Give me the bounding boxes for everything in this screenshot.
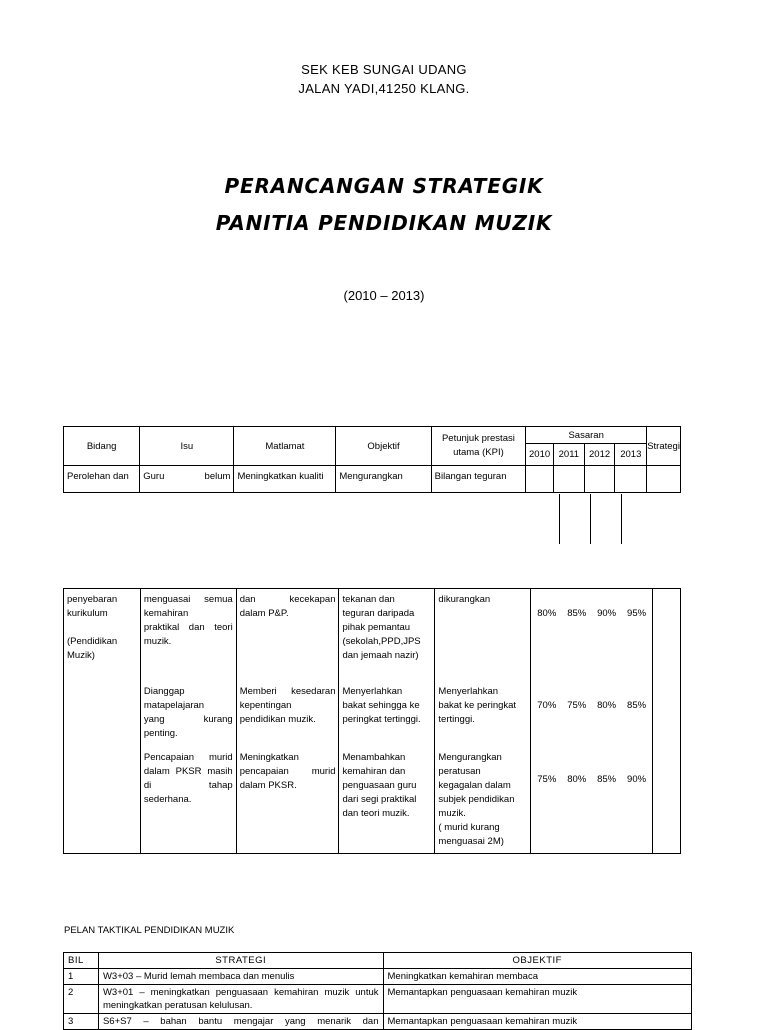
row-strategi: W3+03 – Murid lemah membaca dan menulis <box>98 969 383 985</box>
target-value: 95% <box>627 608 647 619</box>
target-value: 85% <box>627 700 647 711</box>
objektif-line: penguasaan guru <box>342 780 417 791</box>
row-strategi: W3+01 – meningkatkan penguasaan kemahiran muzik untuk meningkatkan peratusan kelulusan. <box>98 985 383 1014</box>
target-value: 70% <box>537 700 557 711</box>
kpi-line: Menyerlahkan <box>438 686 499 697</box>
col-year: 2011 <box>554 444 585 466</box>
row-bil: 2 <box>64 985 99 1014</box>
kpi-line: subjek pendidikan <box>438 794 515 805</box>
isu-line: menguasai semua <box>143 594 233 605</box>
row-bil: 3 <box>64 1014 99 1030</box>
kpi-line: peratusan <box>438 766 481 777</box>
isu-cell <box>140 589 236 854</box>
objektif-line: dan teori muzik. <box>342 808 410 819</box>
target-value: 85% <box>597 774 617 785</box>
row-top-bidang: Perolehan dan <box>64 466 140 493</box>
kpi-line: Mengurangkan <box>438 752 502 763</box>
kpi-line: muzik. <box>438 808 466 819</box>
row-top-matlamat: Meningkatkan kualiti <box>234 466 336 493</box>
objektif-line: dan jemaah nazir) <box>342 650 419 661</box>
isu-line: praktikal dan teori <box>143 622 233 633</box>
row-strategi: S6+S7 – bahan bantu mengajar yang menarik dan <box>98 1014 383 1030</box>
row-top-isu <box>140 466 234 493</box>
objektif-line: pihak pemantau <box>342 622 411 633</box>
bidang-line: Muzik) <box>67 650 95 661</box>
objektif-line: Menyerlahkan <box>342 686 403 697</box>
col-kpi <box>431 427 526 466</box>
target-value: 85% <box>567 608 587 619</box>
row-top-kpi: Bilangan teguran <box>431 466 526 493</box>
objektif-line: teguran daripada <box>342 608 415 619</box>
bidang-line: penyebaran <box>67 594 118 605</box>
col-tactical-objektif: OBJEKTIF <box>383 953 692 969</box>
column-rule <box>590 494 591 544</box>
table-row <box>64 985 692 1014</box>
strategi-cell <box>653 589 681 854</box>
isu-line: sederhana. <box>143 794 192 805</box>
matlamat-line: Meningkatkan <box>239 752 299 763</box>
target-value: 75% <box>567 700 587 711</box>
document-years: (2010 – 2013) <box>343 288 425 303</box>
isu-line: dalam PKSR masih <box>143 766 233 777</box>
school-address: JALAN YADI,41250 KLANG. <box>298 81 470 96</box>
matlamat-cell <box>236 589 339 854</box>
isu-line: matapelajaran <box>143 700 205 711</box>
bidang-cell <box>64 589 141 854</box>
col-year: 2013 <box>615 444 647 466</box>
table-row <box>64 969 692 985</box>
col-sasaran: Sasaran <box>526 427 647 444</box>
table-row <box>64 1014 692 1030</box>
bidang-line: (Pendidikan <box>67 636 118 647</box>
col-bidang: Bidang <box>64 427 140 466</box>
kpi-line: ( murid kurang <box>438 822 500 833</box>
matlamat-line: pendidikan muzik. <box>239 714 316 725</box>
target-value: 80% <box>567 774 587 785</box>
isu-line: yang kurang <box>143 714 233 725</box>
col-year: 2012 <box>584 444 615 466</box>
col-strategi: Strategi <box>647 427 681 466</box>
col-tactical-strategi: STRATEGI <box>98 953 383 969</box>
row-top-target <box>554 466 585 493</box>
row-objektif: Meningkatkan kemahiran membaca <box>383 969 692 985</box>
isu-line: penting. <box>143 728 178 739</box>
row-top-target <box>584 466 615 493</box>
bidang-line: kurikulum <box>67 608 108 619</box>
document-title-line1: PERANCANGAN STRATEGIK <box>224 174 544 198</box>
column-rule <box>621 494 622 544</box>
kpi-line: menguasai 2M) <box>438 836 504 847</box>
matlamat-line: Memberi kesedaran <box>239 686 336 697</box>
row-top-objektif: Mengurangkan <box>336 466 431 493</box>
col-matlamat: Matlamat <box>234 427 336 466</box>
document-title-line2: PANITIA PENDIDIKAN MUZIK <box>215 211 553 235</box>
target-value: 80% <box>597 700 617 711</box>
objektif-line: Menambahkan <box>342 752 406 763</box>
kpi-line: bakat ke peringkat <box>438 700 517 711</box>
kpi-cell <box>435 589 531 854</box>
col-kpi-line1: Petunjuk prestasi <box>441 433 515 444</box>
isu-line: di tahap <box>143 780 233 791</box>
row-top-isu-text: Guru belum <box>143 471 231 482</box>
objektif-cell <box>339 589 435 854</box>
matlamat-line: dalam PKSR. <box>239 780 297 791</box>
row-bil: 1 <box>64 969 99 985</box>
col-bil: BIL <box>64 953 99 969</box>
col-kpi-line2: utama (KPI) <box>453 447 504 458</box>
matlamat-line: dan kecekapan <box>239 594 336 605</box>
bidang-line <box>67 621 137 635</box>
target-value: 90% <box>627 774 647 785</box>
row-objektif: Memantapkan penguasaan kemahiran muzik <box>383 1014 692 1030</box>
sasaran-cell <box>531 589 653 854</box>
school-name: SEK KEB SUNGAI UDANG <box>301 62 467 77</box>
kpi-line: tertinggi. <box>438 714 475 725</box>
col-year: 2010 <box>526 444 554 466</box>
target-value: 90% <box>597 608 617 619</box>
row-top-target <box>615 466 647 493</box>
target-row <box>531 607 652 699</box>
tactical-plan-table <box>63 952 692 1030</box>
objektif-line: tekanan dan <box>342 594 395 605</box>
row-top-target <box>526 466 554 493</box>
kpi-line: dikurangkan <box>438 594 491 605</box>
isu-line: Pencapaian murid <box>143 752 233 763</box>
kpi-line: kegagalan dalam <box>438 780 511 791</box>
target-value: 80% <box>537 608 557 619</box>
matlamat-line: kepentingan <box>239 700 292 711</box>
column-rule <box>559 494 560 544</box>
objektif-line: (sekolah,PPD,JPS <box>342 636 421 647</box>
target-value: 75% <box>537 774 557 785</box>
col-objektif: Objektif <box>336 427 431 466</box>
tactical-plan-heading: PELAN TAKTIKAL PENDIDIKAN MUZIK <box>64 925 235 936</box>
matlamat-line: pencapaian murid <box>239 766 336 777</box>
objektif-line: bakat sehingga ke <box>342 700 420 711</box>
target-row <box>531 773 652 787</box>
isu-line: Dianggap <box>143 686 185 697</box>
objektif-line: kemahiran dan <box>342 766 406 777</box>
objektif-line: dari segi praktikal <box>342 794 417 805</box>
isu-line: muzik. <box>143 636 172 647</box>
target-row <box>531 699 652 773</box>
objektif-line: peringkat tertinggi. <box>342 714 421 725</box>
row-top-strategi <box>647 466 681 493</box>
isu-line: kemahiran <box>143 608 189 619</box>
row-objektif: Memantapkan penguasaan kemahiran muzik <box>383 985 692 1014</box>
strategic-plan-table-body <box>63 588 681 854</box>
strategic-plan-table-header <box>63 426 681 493</box>
matlamat-line: dalam P&P. <box>239 608 289 619</box>
col-isu: Isu <box>140 427 234 466</box>
